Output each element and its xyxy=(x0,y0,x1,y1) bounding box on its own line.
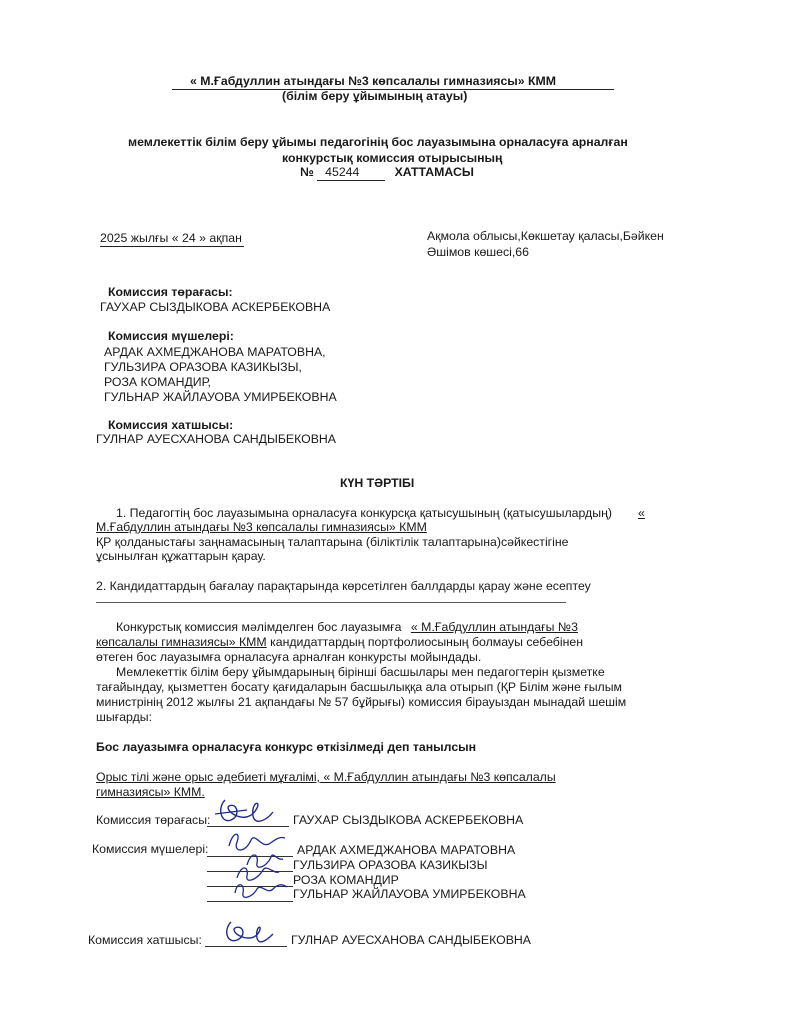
title-line-1: мемлекеттік білім беру ұйымы педагогінің бос лауазымына орналасуға арналған xyxy=(128,135,628,149)
members-label: Комиссия мүшелері: xyxy=(108,329,234,343)
meeting-date: 2025 жылғы « 24 » ақпан xyxy=(100,231,242,245)
member-name: АРДАК АХМЕДЖАНОВА МАРАТОВНА, xyxy=(104,345,326,359)
sign-members-label: Комиссия мүшелері: xyxy=(92,842,209,856)
sign-member-name: ГУЛЬНАР ЖАЙЛАУОВА УМИРБЕКОВНА xyxy=(293,887,526,901)
sign-member-name: АРДАК АХМЕДЖАНОВА МАРАТОВНА xyxy=(297,843,516,857)
paragraph-1-org-a: « М.Ғабдуллин атындағы №3 xyxy=(410,620,578,634)
secretary-name: ГУЛНАР АУЕСХАНОВА САНДЫБЕКОВНА xyxy=(96,432,337,446)
sign-chair-name: ГАУХАР СЫЗДЫКОВА АСКЕРБЕКОВНА xyxy=(293,813,524,827)
agenda-item-1-org-name: М.Ғабдуллин атындағы №3 көпсалалы гимназиясы» КММ xyxy=(96,520,427,534)
paragraph-2-line-2: тағайындау, қызметтен босату қағидаларын басшылыққа ала отырып (ҚР Білім және ғылым xyxy=(96,680,623,694)
member-name: ГУЛЬНАР ЖАЙЛАУОВА УМИРБЕКОВНА xyxy=(104,390,337,404)
protocol-number-prefix: № xyxy=(300,165,314,179)
handwritten-signature-icon xyxy=(205,918,287,948)
agenda-item-1-org-open: « xyxy=(638,506,645,520)
paragraph-2-line-3: министрінің 2012 жылғы 21 ақпандағы № 57 бұйрығы) комиссия бірауыздан мынадай шешім xyxy=(96,695,627,709)
location-line-1: Ақмола облысы,Көкшетау қаласы,Бәйкен xyxy=(427,229,664,243)
organization-caption: (білім беру ұйымының атауы) xyxy=(282,89,468,103)
signature-chair xyxy=(207,812,289,827)
position-line-2: гимназиясы» КММ. xyxy=(96,785,205,799)
sign-member-name: ГУЛЬЗИРА ОРАЗОВА КАЗИКЫЗЫ xyxy=(293,858,488,872)
secretary-label: Комиссия хатшысы: xyxy=(108,418,234,432)
agenda-heading: КҮН ТӘРТІБІ xyxy=(340,476,415,490)
member-name: РОЗА КОМАНДИР, xyxy=(104,375,211,389)
agenda-item-2: 2. Кандидаттардың бағалау парақтарында көрсетілген баллдарды қарау және есептеу xyxy=(96,579,591,593)
paragraph-2-line-1: Мемлекеттік білім беру ұйымдарының бірінші басшылары мен педагогтерін қызметке xyxy=(116,665,605,679)
chair-name: ГАУХАР СЫЗДЫКОВА АСКЕРБЕКОВНА xyxy=(100,300,331,314)
paragraph-1-org-b: көпсалалы гимназиясы» КММ xyxy=(96,635,267,649)
signature-secretary xyxy=(205,932,287,947)
organization-name: « М.Ғабдуллин атындағы №3 көпсалалы гимназиясы» КММ xyxy=(172,74,614,90)
title-line-2: конкурстық комиссия отырысының xyxy=(282,151,503,165)
paragraph-2-line-4: шығарды: xyxy=(96,710,153,724)
divider-line xyxy=(96,602,566,603)
paragraph-1-line-1 xyxy=(116,620,578,635)
paragraph-1-line-3: өтеген бос лауазымға орналасуға арналған конкурсты мойындады. xyxy=(96,650,482,664)
agenda-item-1-line-4: ұсынылған құжаттарын қарау. xyxy=(96,549,266,563)
decision-text: Бос лауазымға орналасуға конкурс өткізілмеді деп танылсын xyxy=(96,740,477,754)
member-name: ГУЛЬЗИРА ОРАЗОВА КАЗИКЫЗЫ, xyxy=(104,360,302,374)
protocol-number: 45244 xyxy=(317,165,385,181)
agenda-item-1-line-3: ҚР қолданыстағы заңнамасының талаптарына (біліктілік талаптарына)сәйкестігіне xyxy=(96,535,569,549)
protocol-word: ХАТТАМАСЫ xyxy=(394,165,474,179)
sign-secretary-name: ГУЛНАР АУЕСХАНОВА САНДЫБЕКОВНА xyxy=(291,933,532,947)
signature-member-4 xyxy=(207,887,293,902)
agenda-item-1-line-1: 1. Педагогтің бос лауазымына орналасуға конкурсқа қатысушының (қатысушылардың) xyxy=(116,506,612,520)
chair-label: Комиссия төрағасы: xyxy=(108,285,233,299)
paragraph-1-text-a: Конкурстық комиссия мәлімделген бос лауазымға xyxy=(116,620,405,634)
paragraph-1-line-2 xyxy=(96,635,583,650)
position-line-1: Орыс тілі және орыс әдебиеті мұғалімі, « М.Ғабдуллин атындағы №3 көпсалалы xyxy=(96,770,556,784)
paragraph-1-text-d: кандидаттардың портфолиосының болмауы себебінен xyxy=(266,635,583,649)
protocol-heading xyxy=(300,165,474,181)
sign-secretary-label: Комиссия хатшысы: xyxy=(88,933,202,947)
sign-chair-label: Комиссия төрағасы: xyxy=(96,813,211,827)
handwritten-signature-icon xyxy=(207,798,289,828)
location-line-2: Әшімов көшесі,66 xyxy=(427,245,529,259)
handwritten-signature-icon xyxy=(207,873,293,903)
sign-member-name: РОЗА КОМАНДИР xyxy=(293,873,399,887)
